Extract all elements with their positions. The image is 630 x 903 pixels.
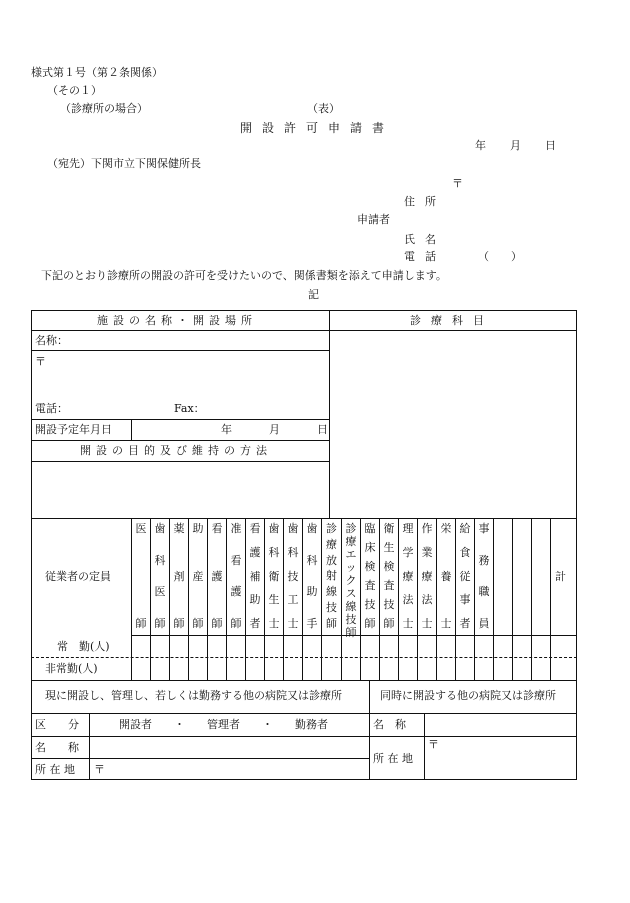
- staff-column-label: [170, 522, 188, 630]
- staff-column-char: 士: [402, 617, 414, 630]
- staff-column-char: 技: [287, 569, 299, 583]
- planned-day-label: 日: [317, 423, 328, 436]
- staff-column-char: 給: [459, 522, 471, 535]
- staff-column-char: 養: [440, 569, 452, 583]
- staff-column-char: 師: [364, 617, 376, 630]
- other-postal-mark: 〒: [94, 763, 105, 776]
- staff-column-char: 放: [326, 553, 337, 567]
- staff-column-char: 療: [345, 535, 357, 548]
- staff-column-char: 助: [306, 585, 318, 599]
- category-label: 区 分: [35, 718, 79, 731]
- staff-column-char: 学: [402, 545, 414, 559]
- date-year-label: 年: [475, 139, 486, 152]
- staff-column-char: 師: [154, 616, 166, 630]
- application-statement: 下記のとおり診療所の開設の許可を受けたいので、関係書類を添えて申請します。: [41, 269, 447, 282]
- staff-column-char: 護: [230, 585, 242, 599]
- applicant-phone-paren: （ ）: [478, 250, 522, 263]
- form-type: （診療所の場合）: [60, 102, 148, 115]
- staff-column-char: 職: [478, 585, 490, 599]
- staff-column-char: 歯: [306, 522, 318, 535]
- right-postal-mark: 〒: [428, 738, 439, 751]
- concurrent-facility-heading: 同時に開設する他の病院又は診療所: [380, 689, 556, 702]
- staff-column-char: 線: [326, 585, 337, 599]
- staff-column-char: 衛: [383, 522, 395, 535]
- staff-column-label: [208, 522, 226, 630]
- staff-column-label: [132, 522, 150, 630]
- staff-column-label: [418, 522, 436, 630]
- part-time-label: 非常勤(人): [45, 662, 98, 675]
- applicant-postal-mark: 〒: [452, 177, 463, 190]
- staff-column-char: 生: [383, 541, 395, 554]
- departments-heading: 診療科目: [410, 314, 494, 327]
- staff-column-char: ス: [345, 587, 357, 600]
- form-number: 様式第１号（第２条関係）: [31, 66, 163, 79]
- staff-column-char: 師: [135, 617, 147, 630]
- staff-column-char: 歯: [268, 522, 280, 535]
- staff-column-char: 療: [326, 537, 337, 551]
- staff-column-label: [475, 522, 493, 630]
- staff-column-char: 検: [364, 560, 376, 573]
- staff-column-label: [361, 522, 379, 630]
- staff-column-label: [189, 522, 207, 630]
- staff-column-char: 科: [306, 553, 318, 567]
- staff-column-char: 診: [326, 522, 337, 535]
- staff-column-char: 師: [230, 616, 242, 630]
- staff-column-char: 准: [230, 522, 242, 535]
- staff-column-char: 査: [364, 579, 376, 592]
- purpose-heading: 開設の目的及び維持の方法: [80, 444, 272, 457]
- staff-column-char: 臨: [364, 522, 376, 535]
- staff-column-char: 手: [306, 616, 318, 630]
- staff-column-char: 者: [459, 617, 471, 630]
- staff-column-label: [456, 522, 474, 630]
- staff-quota-label: 従業者の定員: [45, 570, 111, 583]
- staff-column-char: 士: [287, 617, 299, 630]
- applicant-name-label: 氏名: [404, 233, 446, 246]
- staff-column-char: エ: [345, 548, 357, 561]
- staff-column-char: 師: [326, 616, 337, 630]
- document-title: 開設許可申請書: [240, 121, 395, 135]
- category-options: 開設者 ・ 管理者 ・ 勤務者: [119, 718, 328, 731]
- staff-column-char: 医: [135, 522, 147, 535]
- staff-column-char: 助: [249, 593, 261, 607]
- staff-column-char: 療: [402, 569, 414, 583]
- staff-column-char: 科: [268, 545, 280, 559]
- facility-postal-mark: 〒: [35, 355, 46, 368]
- planned-date-label: 開設予定年月日: [35, 423, 112, 436]
- staff-column-label: [265, 522, 283, 630]
- staff-column-char: 士: [440, 617, 452, 630]
- staff-column-char: 務: [478, 553, 490, 567]
- staff-column-label: [227, 522, 245, 630]
- staff-column-char: 産: [192, 569, 204, 583]
- staff-column-char: 士: [421, 617, 433, 630]
- staff-column-label: [342, 522, 360, 639]
- staff-column-char: 歯: [287, 522, 299, 535]
- staff-column-char: 法: [402, 593, 414, 607]
- staff-column-char: 食: [459, 545, 471, 559]
- staff-column-char: 補: [249, 569, 261, 583]
- staff-column-char: 助: [192, 522, 204, 535]
- form-part: （その１）: [47, 84, 102, 97]
- staff-column-char: 護: [249, 545, 261, 559]
- staff-column-char: 師: [383, 617, 395, 630]
- right-location-label: 所 在 地: [373, 752, 413, 765]
- facility-phone-label: 電話：: [35, 402, 68, 415]
- planned-year-label: 年: [221, 423, 232, 436]
- full-time-label: 常 勤(人): [57, 640, 110, 653]
- staff-column-char: 理: [402, 522, 414, 535]
- staff-column-char: 看: [249, 522, 261, 535]
- staff-column-char: 床: [364, 541, 376, 554]
- facility-name-label: 名称：: [35, 334, 68, 347]
- applicant-label: 申請者: [357, 213, 390, 226]
- staff-column-char: 師: [173, 617, 185, 630]
- staff-column-char: ッ: [345, 561, 357, 574]
- staff-column-char: 工: [287, 593, 299, 607]
- staff-column-char: 師: [192, 617, 204, 630]
- other-name-label: 名 称: [35, 741, 79, 754]
- staff-column-label: [380, 522, 398, 630]
- staff-column-char: 師: [345, 626, 357, 639]
- staff-column-label: [284, 522, 302, 630]
- date-day-label: 日: [545, 139, 556, 152]
- staff-column-char: 看: [211, 522, 223, 535]
- staff-column-char: 士: [268, 617, 280, 630]
- facility-fax-label: Fax：: [174, 402, 205, 415]
- staff-total-label: 計: [555, 570, 566, 583]
- staff-column-char: 技: [364, 598, 376, 611]
- staff-column-char: 護: [211, 569, 223, 583]
- staff-column-char: 歯: [154, 522, 166, 535]
- staff-column-char: 技: [345, 613, 357, 626]
- staff-column-char: 診: [345, 522, 357, 535]
- staff-column-label: [437, 522, 455, 630]
- staff-column-char: 看: [230, 553, 242, 567]
- staff-column-label: [151, 522, 169, 630]
- staff-column-char: ク: [345, 574, 357, 587]
- staff-column-char: 師: [211, 617, 223, 630]
- staff-column-char: 業: [421, 545, 433, 559]
- staff-column-char: 員: [478, 616, 490, 630]
- other-location-label: 所 在 地: [35, 763, 75, 776]
- current-other-facility-heading: 現に開設し、管理し、若しくは勤務する他の病院又は診療所: [45, 689, 342, 702]
- staff-column-char: 薬: [173, 522, 185, 535]
- staff-column-char: 事: [459, 593, 471, 607]
- staff-column-char: 科: [287, 545, 299, 559]
- staff-column-char: 従: [459, 569, 471, 583]
- staff-column-char: 者: [249, 617, 261, 630]
- staff-column-label: [322, 522, 341, 630]
- planned-month-label: 月: [269, 423, 280, 436]
- staff-column-char: 科: [154, 553, 166, 567]
- staff-column-char: 作: [421, 522, 433, 535]
- staff-column-char: 栄: [440, 522, 452, 535]
- staff-column-char: 技: [383, 598, 395, 611]
- front-side-label: （表）: [307, 102, 340, 115]
- staff-column-char: 生: [268, 593, 280, 607]
- staff-column-char: 衛: [268, 569, 280, 583]
- staff-column-char: 技: [326, 601, 337, 615]
- date-month-label: 月: [510, 139, 521, 152]
- staff-column-char: 事: [478, 522, 490, 535]
- staff-column-char: 査: [383, 579, 395, 592]
- staff-column-char: 医: [154, 585, 166, 599]
- addressee: （宛先）下関市立下関保健所長: [47, 157, 201, 170]
- applicant-address-label: 住所: [404, 195, 446, 208]
- staff-column-char: 剤: [173, 569, 185, 583]
- staff-column-char: 線: [345, 600, 357, 613]
- staff-column-label: [399, 522, 417, 630]
- staff-column-label: [246, 522, 264, 630]
- right-name-label: 名 称: [373, 718, 406, 731]
- staff-column-label: [303, 522, 321, 630]
- staff-column-char: 射: [326, 569, 337, 583]
- ki-label: 記: [308, 288, 319, 301]
- staff-column-char: 療: [421, 569, 433, 583]
- applicant-phone-label: 電話: [404, 250, 446, 263]
- staff-column-char: 検: [383, 560, 395, 573]
- staff-column-char: 法: [421, 593, 433, 607]
- facility-heading: 施設の名称・開設場所: [97, 314, 257, 327]
